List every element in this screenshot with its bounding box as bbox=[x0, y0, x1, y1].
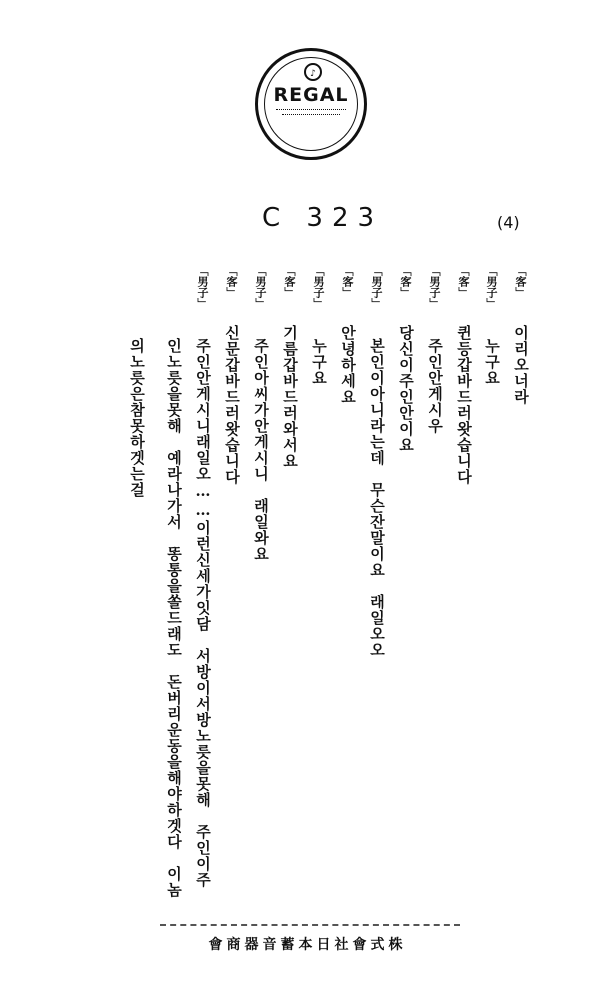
dialogue-line: 주인아씨가안게시니 래일와요 bbox=[252, 338, 270, 562]
dialogue-line: 이리오너라 bbox=[512, 325, 530, 405]
dialogue-line: 퀸등갑바드러왓습니다 bbox=[455, 325, 473, 485]
dialogue-line: 당신이주인안이요 bbox=[397, 325, 415, 453]
speaker-label: 「男子」 bbox=[312, 265, 325, 309]
logo-fine-print-2 bbox=[282, 114, 340, 116]
speaker-label: 「客」 bbox=[514, 265, 527, 298]
dialogue-line: 안녕하세요 bbox=[339, 325, 357, 405]
dialogue-continuation: 의노릇은참못하겟는걸 bbox=[128, 338, 146, 498]
regal-logo bbox=[255, 48, 367, 160]
speaker-label: 「客」 bbox=[283, 265, 296, 298]
dialogue-line: 기름갑바드러와서요 bbox=[281, 325, 299, 469]
logo-emblem-icon: ♪ bbox=[304, 63, 322, 81]
page-number: (4) bbox=[497, 213, 520, 232]
speaker-label: 「男子」 bbox=[428, 265, 441, 309]
dialogue-line: 신문갑바드러왓습니다 bbox=[223, 325, 241, 485]
footer-divider bbox=[160, 924, 460, 926]
speaker-label: 「客」 bbox=[341, 265, 354, 298]
speaker-label: 「客」 bbox=[399, 265, 412, 298]
speaker-label: 「男子」 bbox=[370, 265, 383, 309]
speaker-label: 「客」 bbox=[225, 265, 238, 298]
dialogue-line: 누구요 bbox=[310, 338, 328, 386]
dialogue-line: 주인안게시우 bbox=[426, 338, 444, 434]
logo-brand-text: REGAL bbox=[273, 84, 349, 106]
logo-fine-print bbox=[276, 109, 346, 111]
dialogue-line: 누구요 bbox=[483, 338, 501, 386]
speaker-label: 「客」 bbox=[457, 265, 470, 298]
dialogue-line: 주인안게시니래일오……이런신세가잇담 서방이서방노릇을못해 주인이주 bbox=[194, 338, 212, 888]
dialogue-line: 본인이아니라는데 무슨잔말이요 래일오오 bbox=[368, 338, 386, 658]
publisher-name: 會商器音蓄本日社會式株 bbox=[208, 937, 407, 953]
speaker-label: 「男子」 bbox=[485, 265, 498, 309]
speaker-label: 「男子」 bbox=[196, 265, 209, 309]
catalog-number: C 323 bbox=[262, 203, 384, 233]
dialogue-continuation: 인노릇을못해 예라나가서 똥통을쏠드래도 돈버리운동을해야하겟다 이놈 bbox=[165, 338, 183, 898]
speaker-label: 「男子」 bbox=[254, 265, 267, 309]
